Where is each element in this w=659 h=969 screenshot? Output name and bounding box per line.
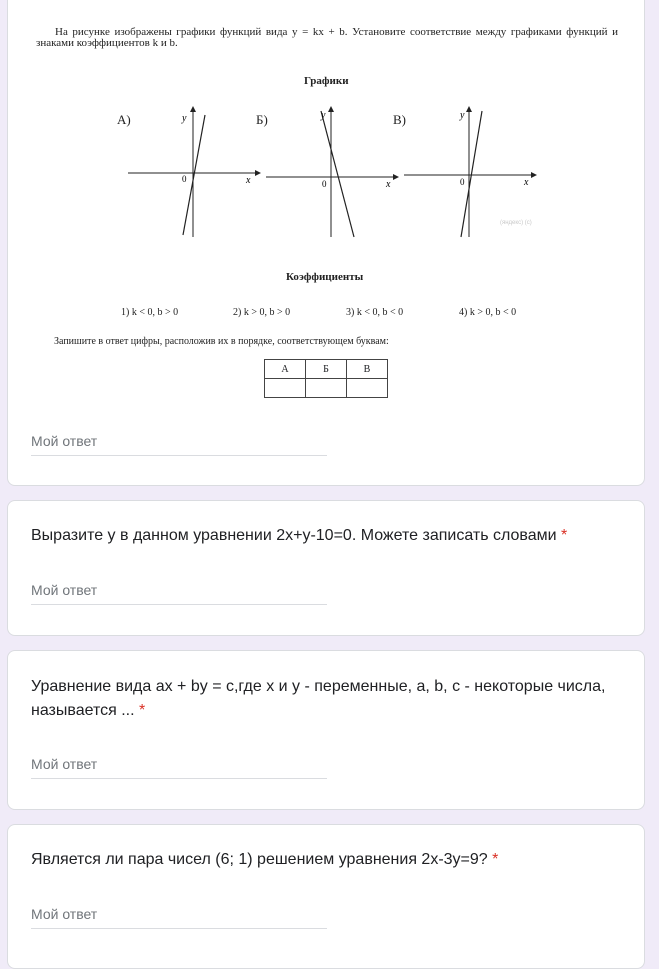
graph-label-b: Б) — [256, 112, 268, 127]
graph-a — [128, 107, 260, 237]
answer-table-cell-c — [347, 379, 388, 398]
answer-table-header-b: Б — [306, 360, 347, 379]
answer-table-cell-a — [265, 379, 306, 398]
graph-c — [404, 107, 536, 237]
question-title-3-text: Уравнение вида ax + by = c,где x и y - переменные, a, b, c - некоторые числа, называется ... — [31, 678, 606, 719]
coefficient-option-2: 2) k > 0, b > 0 — [233, 307, 291, 318]
graph-label-c: В) — [393, 112, 406, 127]
answer-input-1[interactable]: Мой ответ — [31, 431, 327, 456]
instruction-text: Запишите в ответ цифры, расположив их в порядке, соответствующем буквам: — [54, 336, 389, 347]
coefficients-title: Коэффициенты — [286, 271, 364, 283]
graph-a-x-label: x — [246, 175, 251, 186]
graph-c-line — [461, 111, 482, 237]
graph-b-y-label: y — [321, 110, 326, 121]
answer-input-4[interactable]: Мой ответ — [31, 904, 327, 929]
question-card-4 — [7, 824, 645, 969]
question-title-2 — [31, 524, 621, 548]
graph-b-line — [321, 111, 354, 237]
question-title-2-text: Выразите y в данном уравнении 2x+y-10=0. Можете записать словами — [31, 527, 557, 544]
answer-input-3[interactable]: Мой ответ — [31, 754, 327, 779]
function-graphs — [8, 0, 646, 487]
question-title-4-text: Является ли пара чисел (6; 1) решением уравнения 2x-3y=9? — [31, 851, 488, 868]
answer-table-header-c: В — [347, 360, 388, 379]
answer-table-cell-b — [306, 379, 347, 398]
coefficient-option-4: 4) k > 0, b < 0 — [459, 307, 517, 318]
graph-a-origin: 0 — [182, 174, 187, 184]
answer-input-2[interactable]: Мой ответ — [31, 580, 327, 605]
question-card-3 — [7, 650, 645, 810]
required-mark: * — [561, 527, 568, 544]
graph-c-origin: 0 — [460, 177, 465, 187]
graph-b — [266, 107, 398, 237]
problem-statement: На рисунке изображены графики функций вида y = kx + b. Установите соответствие между графиками функций и знаками коэффициентов k и b. — [36, 26, 618, 49]
required-mark: * — [492, 851, 499, 868]
answer-table-header-a: А — [265, 360, 306, 379]
coefficient-option-1: 1) k < 0, b > 0 — [121, 307, 179, 318]
question-title-4 — [31, 848, 621, 872]
graph-a-y-label: y — [182, 113, 187, 124]
graphs-title: Графики — [304, 75, 349, 87]
graph-c-x-label: x — [524, 177, 529, 188]
required-mark: * — [139, 702, 146, 719]
graph-b-origin: 0 — [322, 179, 327, 189]
coefficient-option-3: 3) k < 0, b < 0 — [346, 307, 404, 318]
answer-table — [264, 359, 388, 398]
graph-label-a: А) — [117, 112, 131, 127]
graph-c-y-label: y — [460, 110, 465, 121]
graph-b-x-label: x — [386, 179, 391, 190]
question-card-image — [7, 0, 645, 486]
question-title-3 — [31, 675, 621, 723]
question-card-2 — [7, 500, 645, 636]
watermark: (яндекс) (c) — [500, 220, 532, 226]
